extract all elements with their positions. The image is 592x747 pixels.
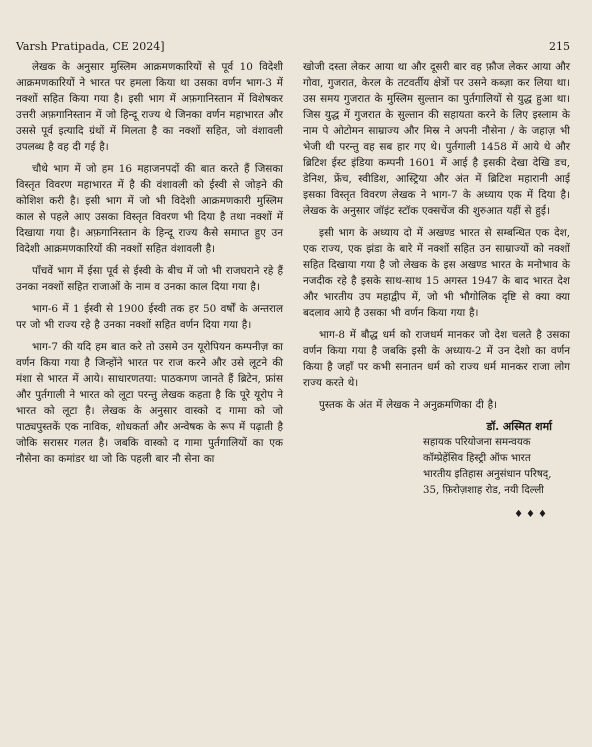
affiliation-line: कॉम्प्रेहेंसिव हिस्ट्री ऑफ भारत [423, 453, 531, 464]
paragraph: चौथे भाग में जो हम 16 महाजनपदों की बात करते हैं जिसका विस्तृत विवरण महाभारत में है की वंशावली को ईस्वी से जोड़ने की कोशिश करी है। इसी भाग में जो भी विदेशी आक्रमणकारी मुस्लिम काल से पहले आए उसका विस्तृत विवरण भी दिया है तथा नक्शों में दिखाया गया है। अफ़गानिस्तान के हिन्दू राज्य कैसे समाप्त हुए उन विदेशी आक्रमणकारियों की नक्शों सहित वंशावली है। [16, 163, 283, 255]
paragraph: पाँचवें भाग में ईसा पूर्व से ईस्वी के बीच में जो भी राजघराने रहे हैं उनका नक्शों सहित राजाओं के नाम व उनका काल दिया गया है। [16, 265, 283, 293]
running-title: Varsh Pratipada, CE 2024] [16, 40, 165, 53]
affiliation-line: 35, फ़िरोज़शाह रोड, नयी दिल्ली [423, 485, 544, 496]
end-ornament: ♦♦♦ [514, 509, 550, 520]
author-signature [303, 419, 570, 499]
paragraph: पुस्तक के अंत में लेखक ने अनुक्रमणिका दी है। [319, 399, 498, 411]
paragraph: लेखक के अनुसार मुस्लिम आक्रमणकारियों से पूर्व 10 विदेशी आक्रमणकारियों ने भारत पर हमला किया था उसका वर्णन भाग-3 में नक्शों सहित किया गया है। इसी भाग में अफ़गानिस्तान में विशेषकर उत्तरी अफ़गानिस्तान में जो हिन्दू राज्य थे जिनका वर्णन महाभारत और उससे पूर्व इत्यादि ग्रंथों में मिलता है का नक्शों सहित, जो वंशावली उपलब्ध है वह दी गई है। [16, 61, 283, 153]
left-column [16, 59, 283, 520]
affiliation-line: भारतीय इतिहास अनुसंधान परिषद्, [423, 469, 552, 480]
author-affiliation [423, 435, 552, 499]
paragraph: भाग-7 की यदि हम बात करे तो उसमे उन यूरोपियन कम्पनीज़ का वर्णन किया गया है जिन्होंने भारत पर राज करने और उसे लूटने की मंशा से भारत में आये। साधारणतया: पाठकगण जानते हैं ब्रिटेन, फ्रांस और पुर्तगाली ने भारत को लूटा परन्तु लेखक कहता है कि पूरे यूरोप ने भारत को लूटा है। लेखक के अनुसार वास्को द गामा को जो पाठ्यपुस्तकें एक नाविक, शोधकर्ता और अन्वेषक के रूप में पढ़ाती है जोकि सरासर गलत है। जबकि वास्को द गामा पुर्तगालियों का एक नौसेना का कमांडर था जो कि पहली बार नौ सेना का [16, 341, 283, 465]
paragraph: इसी भाग के अध्याय दो में अखण्ड भारत से सम्बन्धित एक देश, एक राज्य, एक झंडा के बारे में नक्शों सहित उन साम्राज्यों को नक्शों सहित दिखाया गया है जो लेखक के इस अखण्ड भारत के मनोभाव के नजदीक रहे है इसके साथ-साथ 15 अगस्त 1947 के बाद भारत देश और भारतीय उप महाद्वीप में, जो भी भौगोलिक दृष्टि से क्या क्या बदलाव आये है उसका भी वर्णन किया गया है। [303, 227, 570, 319]
author-name: डॉ. अस्मित शर्मा [486, 420, 552, 433]
two-column-body [16, 59, 570, 520]
right-column [303, 59, 570, 520]
page-header [16, 40, 570, 53]
affiliation-line: सहायक परियोजना समन्वयक [423, 437, 531, 448]
paragraph: भाग-6 में 1 ईस्वी से 1900 ईस्वी तक हर 50 वर्षों के अन्तराल पर जो भी राज्य रहे है उनका नक्शों सहित वर्णन दिया गया है। [16, 303, 283, 331]
paragraph: खोजी दस्ता लेकर आया था और दूसरी बार वह फ़ौज लेकर आया और गोवा, गुजरात, केरल के तटवर्तीय क्षेत्रों पर उसने कब्ज़ा कर लिया था। उस समय गुजरात के मुस्लिम सुल्तान का पुर्तगालियों से युद्ध हुआ था। जिस युद्ध में गुजरात के सुल्तान की सहायता करने के लिए इस्लाम के नाम पे ओटोमन साम्राज्य और मिस्र ने अपनी नौसेना / के जहाज़ भी भेजी थी परन्तु वह सब हार गए थे। पुर्तगाली 1458 में आये थे और ब्रिटिश ईस्ट इंडिया कम्पनी 1601 में आई है इसकी देखा देखि डच, डेनिश, फ्रेंच, स्वीडिश, आस्ट्रिया और अंत में ब्रिटिश महारानी आई इसका विस्तृत विवरण लेखक ने भाग-7 के अध्याय एक में दिया है। लेखक के अनुसार जॉइंट स्टॉक एक्सचेंज की शुरुआत यहीं से हुई। [303, 61, 570, 217]
paragraph: भाग-8 में बौद्ध धर्म को राजधर्म मानकर जो देश चलते है उसका वर्णन किया गया है जबकि इसी के अध्याय-2 में उन देशो का वर्णन किया है जहाँ पर कभी सनातन धर्म को राज्य धर्म मानकर राजा लोग राज्य करते थे। [303, 329, 570, 389]
page-number: 215 [549, 40, 570, 53]
